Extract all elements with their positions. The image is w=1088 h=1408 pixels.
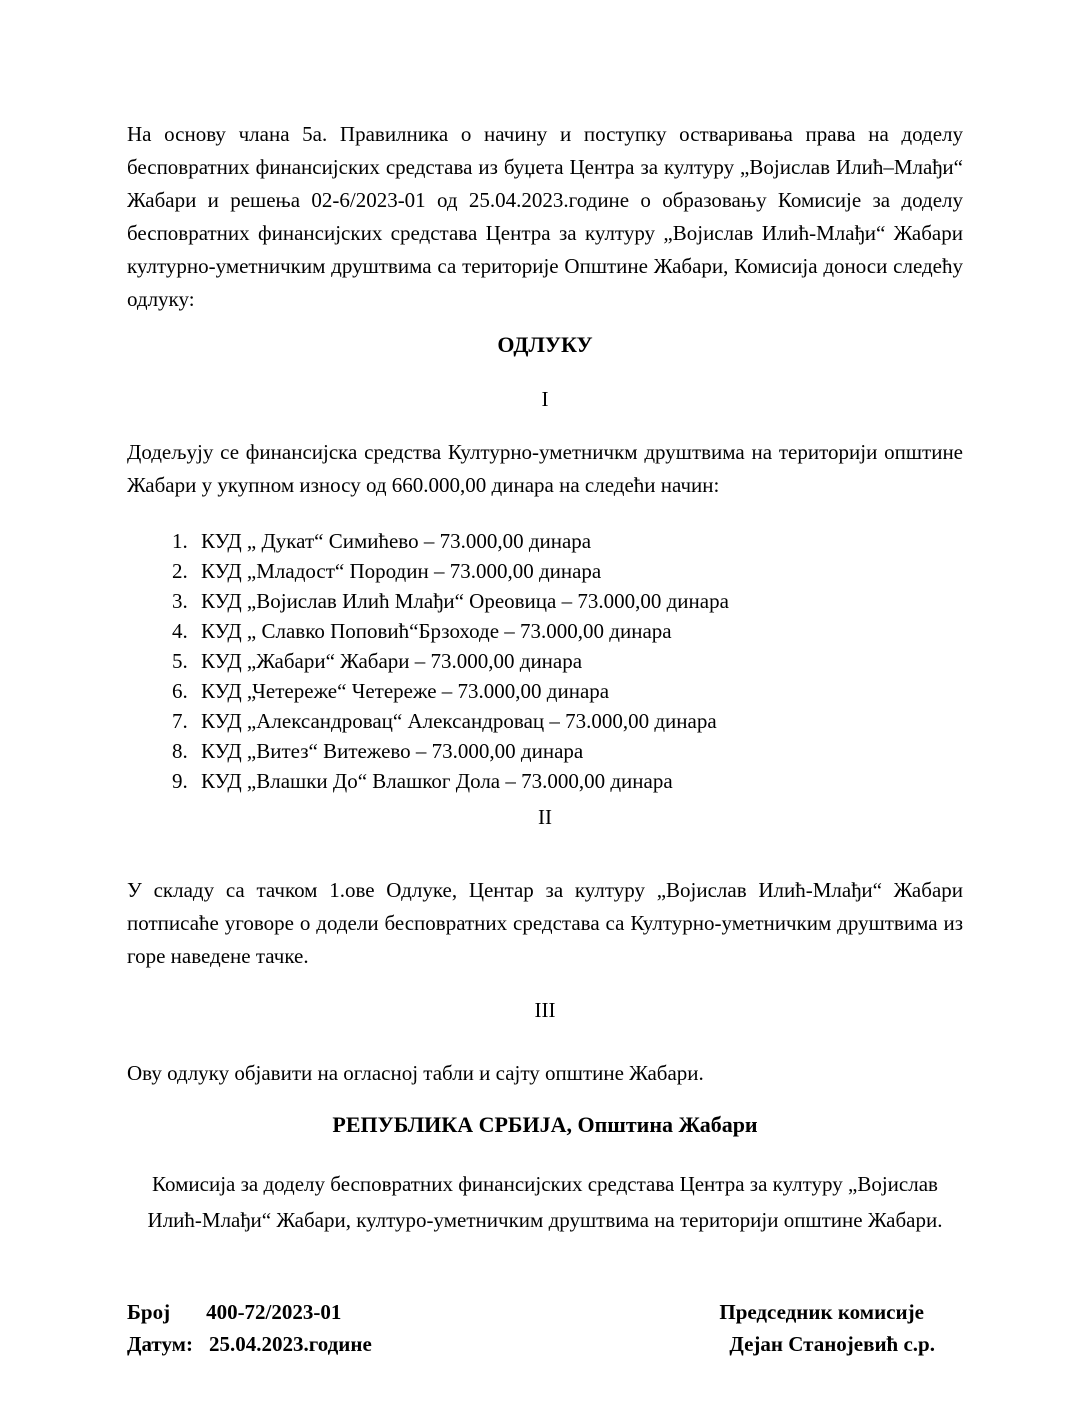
president-title: Председник комисије xyxy=(719,1300,924,1324)
section-1-paragraph: Додељују се финансијска средства Културно-уметничкм друштвима на територији општине Жабари у укупном износу од 660.000,00 динара на следећи начин: xyxy=(127,440,963,497)
president-name: Дејан Станојевић с.р. xyxy=(729,1332,935,1356)
decision-title: ОДЛУКУ xyxy=(497,332,593,357)
republic-heading: РЕПУБЛИКА СРБИЈА, Општина Жабари xyxy=(332,1112,758,1137)
footer-left-column xyxy=(127,1296,372,1360)
list-item: 1. КУД „ Дукат“ Симићево – 73.000,00 динара xyxy=(193,526,963,556)
intro-paragraph: На основу члана 5а. Правилника о начину и поступку остваривања права на доделу бесповратних финансијских средстава из буџета Центра за културу „Војислав Илић–Млађи“ Жабари и решења 02-6/2023-01 од 25.04.2023.године о образовању Комисије за доделу бесповратних финансијских средстава Центра за културу „Војислав Илић-Млађи“ Жабари културно-уметничким друштвима са територије Општине Жабари, Комисија доноси следећу одлуку: xyxy=(127,122,963,311)
document-number-row xyxy=(127,1296,372,1328)
list-item: 4. КУД „ Славко Поповић“Брзоходе – 73.000,00 динара xyxy=(193,616,963,646)
document-date-row xyxy=(127,1328,372,1360)
number-label: Број xyxy=(127,1300,171,1324)
section-3-paragraph: Ову одлуку објавити на огласној табли и сајту општине Жабари. xyxy=(127,1061,704,1085)
allocation-list xyxy=(127,526,963,796)
list-item: 7. КУД „Александровац“ Александровац – 73.000,00 динара xyxy=(193,706,963,736)
list-item: 8. КУД „Витез“ Витежево – 73.000,00 динара xyxy=(193,736,963,766)
section-3-numeral: III xyxy=(534,998,556,1022)
list-item: 5. КУД „Жабари“ Жабари – 73.000,00 динара xyxy=(193,646,963,676)
commission-paragraph: Комисија за доделу бесповратних финансијских средстава Центра за културу „Војислав Илић-Млађи“ Жабари, културо-уметничким друштвима на територији општине Жабари. xyxy=(147,1172,943,1232)
list-item: 2. КУД „Младост“ Породин – 73.000,00 динара xyxy=(193,556,963,586)
list-item: 6. КУД „Четереже“ Четереже – 73.000,00 динара xyxy=(193,676,963,706)
list-item: 3. КУД „Војислав Илић Млађи“ Ореовица – 73.000,00 динара xyxy=(193,586,963,616)
section-2-paragraph: У складу са тачком 1.ове Одлуке, Центар за културу „Војислав Илић-Млађи“ Жабари потписаће уговоре о додели бесповратних средстава са Културно-уметничким друштвима из горе наведене тачке. xyxy=(127,878,963,968)
section-2-numeral: II xyxy=(538,805,552,829)
list-item: 9. КУД „Влашки До“ Влашког Дола – 73.000,00 динара xyxy=(193,766,963,796)
section-1-numeral: I xyxy=(541,387,549,411)
date-label: Датум: xyxy=(127,1332,193,1356)
number-value: 400-72/2023-01 xyxy=(206,1300,342,1324)
date-value: 25.04.2023.године xyxy=(208,1332,372,1356)
footer-right-column xyxy=(719,1296,963,1360)
footer-block xyxy=(127,1296,963,1360)
